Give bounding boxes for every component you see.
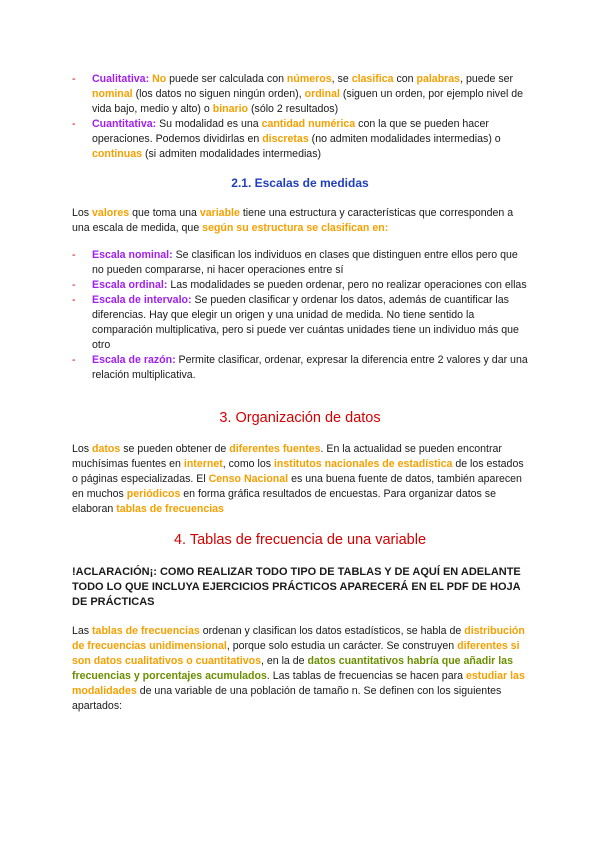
variable-types-list xyxy=(72,72,532,162)
escalas-list xyxy=(72,248,532,383)
section-heading-4: 4. Tablas de frecuencia de una variable xyxy=(173,532,427,548)
list-item-cualitativa: - Cualitativa: No puede ser calculada con números, se clasifica con palabras, puede ser nominal (los datos no siguen ningún orden), ordinal (siguen un orden, por ejemplo nivel de vida bajo, medio y alto) o binario (sólo 2 resultados) xyxy=(72,72,532,117)
section-heading-2-1: 2.1. Escalas de medidas xyxy=(231,176,369,190)
aclaracion-note: !ACLARACIÓN¡: COMO REALIZAR TODO TIPO DE TABLAS Y DE AQUÍ EN ADELANTE TODO LO QUE INCLUYA EJERCICIOS PRÁCTICOS APARECERÁ EN EL PDF DE HOJA DE PRÁCTICAS xyxy=(72,566,521,608)
list-item-escala-razon: - Escala de razón: Permite clasificar, ordenar, expresar la diferencia entre 2 valores y dar una relación multiplicativa. xyxy=(72,353,532,383)
list-item-escala-ordinal: - Escala ordinal: Las modalidades se pueden ordenar, pero no realizar operaciones con ellas xyxy=(72,278,532,293)
section-heading-3: 3. Organización de datos xyxy=(219,410,381,426)
paragraph-escalas-intro: Los valores que toma una variable tiene una estructura y características que corresponden a una escala de medida, que según su estructura se clasifican en: xyxy=(72,207,514,234)
list-item-escala-nominal: - Escala nominal: Se clasifican los individuos en clases que distinguen entre ellos pero que no pueden compararse, ni hacer operaciones entre sí xyxy=(72,248,532,278)
paragraph-organizacion: Los datos se pueden obtener de diferentes fuentes. En la actualidad se pueden encontrar muchísimas fuentes en internet, como los institutos nacionales de estadística de los estados o páginas especializadas. El Censo Nacional es una buena fuente de datos, también aparecen en muchos periódicos en forma gráfica resultados de encuestas. Para organizar datos se elaboran tablas de frecuencias xyxy=(72,443,524,515)
list-item-escala-intervalo: - Escala de intervalo: Se pueden clasificar y ordenar los datos, además de cuantificar las diferencias. Hay que elegir un origen y una unidad de medida. No tiene sentido la comparación multiplicativa, pero si puede ver cuántas unidades tiene un individuo más que otro xyxy=(72,293,532,353)
list-item-cuantitativa: - Cuantitativa: Su modalidad es una cantidad numérica con la que se pueden hacer operaciones. Podemos dividirlas en discretas (no admiten modalidades intermedias) o continuas (si admiten modalidades intermedias) xyxy=(72,117,532,162)
paragraph-tablas: Las tablas de frecuencias ordenan y clasifican los datos estadísticos, se habla de distribución de frecuencias unidimensional, porque solo estudia un carácter. Se construyen diferentes si son datos cualitativos o cuantitativos, en la de datos cuantitativos habría que añadir las frecuencias y porcentajes acumulados. Las tablas de frecuencias se hacen para estudiar las modalidades de una variable de una población de tamaño n. Se definen con los siguientes apartados: xyxy=(72,625,525,712)
